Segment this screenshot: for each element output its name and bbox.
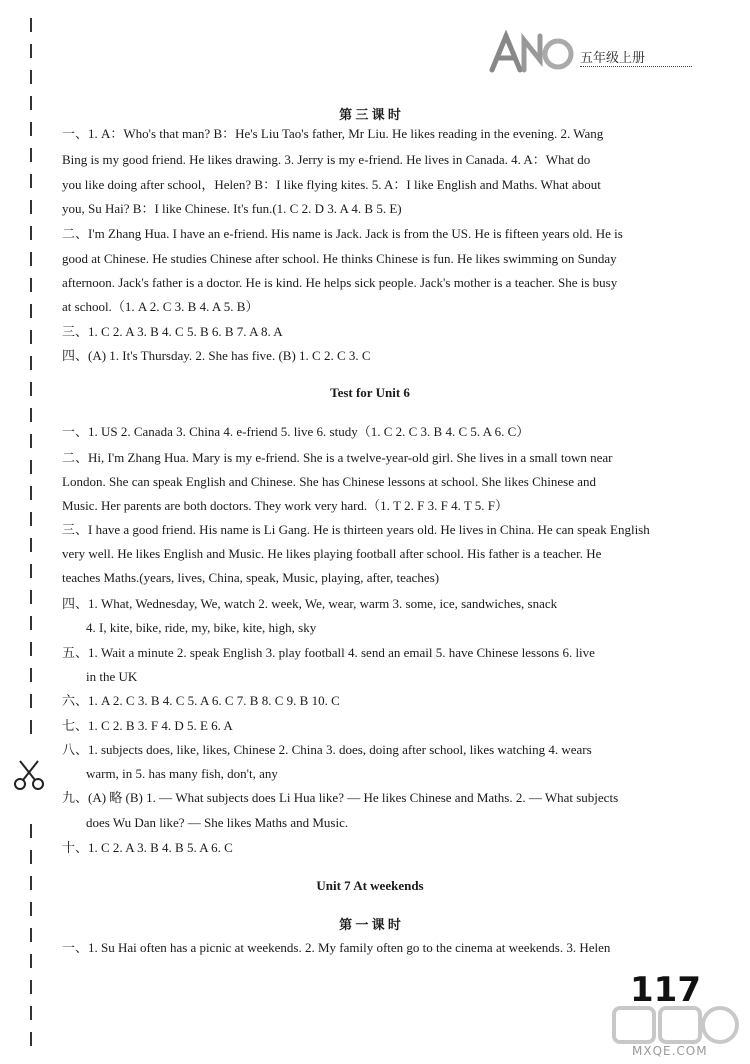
cut-line-dash xyxy=(30,486,32,500)
answer-line: London. She can speak English and Chinese. She has Chinese lessons at school. She likes Chinese and xyxy=(62,474,597,489)
cut-line-dash xyxy=(30,1006,32,1020)
scissors-icon xyxy=(12,758,46,792)
cut-line-dash xyxy=(30,278,32,292)
answer-line: at school.（1. A 2. C 3. B 4. A 5. B） xyxy=(62,299,259,314)
cut-line-dash xyxy=(30,252,32,266)
cut-line-dash xyxy=(30,460,32,474)
answer-line: very well. He likes English and Music. He likes playing football after school. His father is a teacher. He xyxy=(62,546,602,561)
section-title: 第 三 课 时 xyxy=(339,107,401,122)
cut-line-dash xyxy=(30,720,32,734)
decorative-letters-logo xyxy=(488,30,578,76)
answer-line: 一、1. Su Hai often has a picnic at weekends. 2. My family often go to the cinema at weekends. 3. Helen xyxy=(62,940,611,955)
cut-line-dash xyxy=(30,668,32,682)
answer-line: 七、1. C 2. B 3. F 4. D 5. E 6. A xyxy=(62,718,233,733)
answer-line: you like doing after school，Helen? B：I like flying kites. 5. A：I like English and Maths. What about xyxy=(62,177,601,192)
cut-line-dash xyxy=(30,434,32,448)
answer-line: 二、I'm Zhang Hua. I have an e-friend. His name is Jack. Jack is from the US. He is fifteen years old. He is xyxy=(62,226,623,241)
answer-line: warm, in 5. has many fish, don't, any xyxy=(86,766,278,781)
cut-line-dash xyxy=(30,200,32,214)
answer-line: teaches Maths.(years, lives, China, speak, Music, playing, after, teaches) xyxy=(62,570,440,585)
grade-label: 五年级上册 xyxy=(580,51,646,66)
answer-line: in the UK xyxy=(86,669,138,684)
answer-line: Music. Her parents are both doctors. They work very hard.（1. T 2. F 3. F 4. T 5. F） xyxy=(62,498,509,513)
page-number: 117 xyxy=(630,970,701,1010)
answer-line: 4. I, kite, bike, ride, my, bike, kite, high, sky xyxy=(86,620,317,635)
cut-line-dash xyxy=(30,538,32,552)
answer-line: 三、1. C 2. A 3. B 4. C 5. B 6. B 7. A 8. A xyxy=(62,324,283,339)
answer-line: 一、1. A：Who's that man? B：He's Liu Tao's father, Mr Liu. He likes reading in the evening. 2. Wang xyxy=(62,126,604,141)
cut-line-dash xyxy=(30,512,32,526)
answer-line: Bing is my good friend. He likes drawing. 3. Jerry is my e-friend. He lives in Canada. 4. A：What do xyxy=(62,152,591,167)
cut-line-dash xyxy=(30,850,32,864)
cut-line-dash xyxy=(30,902,32,916)
answer-line: 十、1. C 2. A 3. B 4. B 5. A 6. C xyxy=(62,840,233,855)
answer-line: good at Chinese. He studies Chinese after school. He thinks Chinese is fun. He likes swimming on Sunday xyxy=(62,251,617,266)
section-title: 第 一 课 时 xyxy=(339,917,401,932)
cut-line-dash xyxy=(30,382,32,396)
cut-line-dash xyxy=(30,122,32,136)
answer-line: you, Su Hai? B：I like Chinese. It's fun.(1. C 2. D 3. A 4. B 5. E) xyxy=(62,201,402,216)
cut-line-dash xyxy=(30,1032,32,1046)
cut-line-dash xyxy=(30,876,32,890)
answer-line: 二、Hi, I'm Zhang Hua. Mary is my e-friend. She is a twelve-year-old girl. She lives in a small town near xyxy=(62,450,613,465)
answer-line: 六、1. A 2. C 3. B 4. C 5. A 6. C 7. B 8. C 9. B 10. C xyxy=(62,693,340,708)
cut-line-dash xyxy=(30,44,32,58)
answer-line: 一、1. US 2. Canada 3. China 4. e-friend 5. live 6. study（1. C 2. C 3. B 4. C 5. A 6. C） xyxy=(62,424,530,439)
cut-line-dash xyxy=(30,356,32,370)
answer-line: 四、1. What, Wednesday, We, watch 2. week, We, wear, warm 3. some, ice, sandwiches, snack xyxy=(62,596,558,611)
cut-line-dash xyxy=(30,824,32,838)
cut-line-dash xyxy=(30,408,32,422)
cut-line-dash xyxy=(30,174,32,188)
cut-line-dash xyxy=(30,694,32,708)
answer-line: afternoon. Jack's father is a doctor. He is kind. He helps sick people. Jack's mother is a teacher. She is busy xyxy=(62,275,618,290)
cut-line-dash xyxy=(30,148,32,162)
answer-line: does Wu Dan like? — She likes Maths and Music. xyxy=(86,815,349,830)
cut-line-dash xyxy=(30,226,32,240)
cut-line-dash xyxy=(30,70,32,84)
answer-line: 八、1. subjects does, like, likes, Chinese 2. China 3. does, doing after school, likes watching 4. wears xyxy=(62,742,592,757)
cut-line-dash xyxy=(30,564,32,578)
cut-line-dash xyxy=(30,590,32,604)
cut-line-dash xyxy=(30,616,32,630)
header-dotted-rule xyxy=(580,66,692,67)
cut-line-dash xyxy=(30,18,32,32)
cut-line-dash xyxy=(30,304,32,318)
cut-line-dash xyxy=(30,330,32,344)
section-title: Test for Unit 6 xyxy=(330,385,410,400)
answer-line: 四、(A) 1. It's Thursday. 2. She has five. (B) 1. C 2. C 3. C xyxy=(62,348,371,363)
cut-line xyxy=(28,18,36,1058)
section-title: Unit 7 At weekends xyxy=(316,878,424,893)
answer-line: 三、I have a good friend. His name is Li Gang. He is thirteen years old. He lives in China. He can speak English xyxy=(62,522,650,537)
cut-line-dash xyxy=(30,642,32,656)
answer-line: 五、1. Wait a minute 2. speak English 3. play football 4. send an email 5. have Chinese lessons 6. live xyxy=(62,645,595,660)
answer-line: 九、(A) 略 (B) 1. — What subjects does Li Hua like? — He likes Chinese and Maths. 2. — What subjects xyxy=(62,790,619,805)
watermark-text: MXQE.COM xyxy=(632,1044,708,1058)
cut-line-dash xyxy=(30,928,32,942)
cut-line-dash xyxy=(30,954,32,968)
cut-line-dash xyxy=(30,96,32,110)
cut-line-dash xyxy=(30,980,32,994)
